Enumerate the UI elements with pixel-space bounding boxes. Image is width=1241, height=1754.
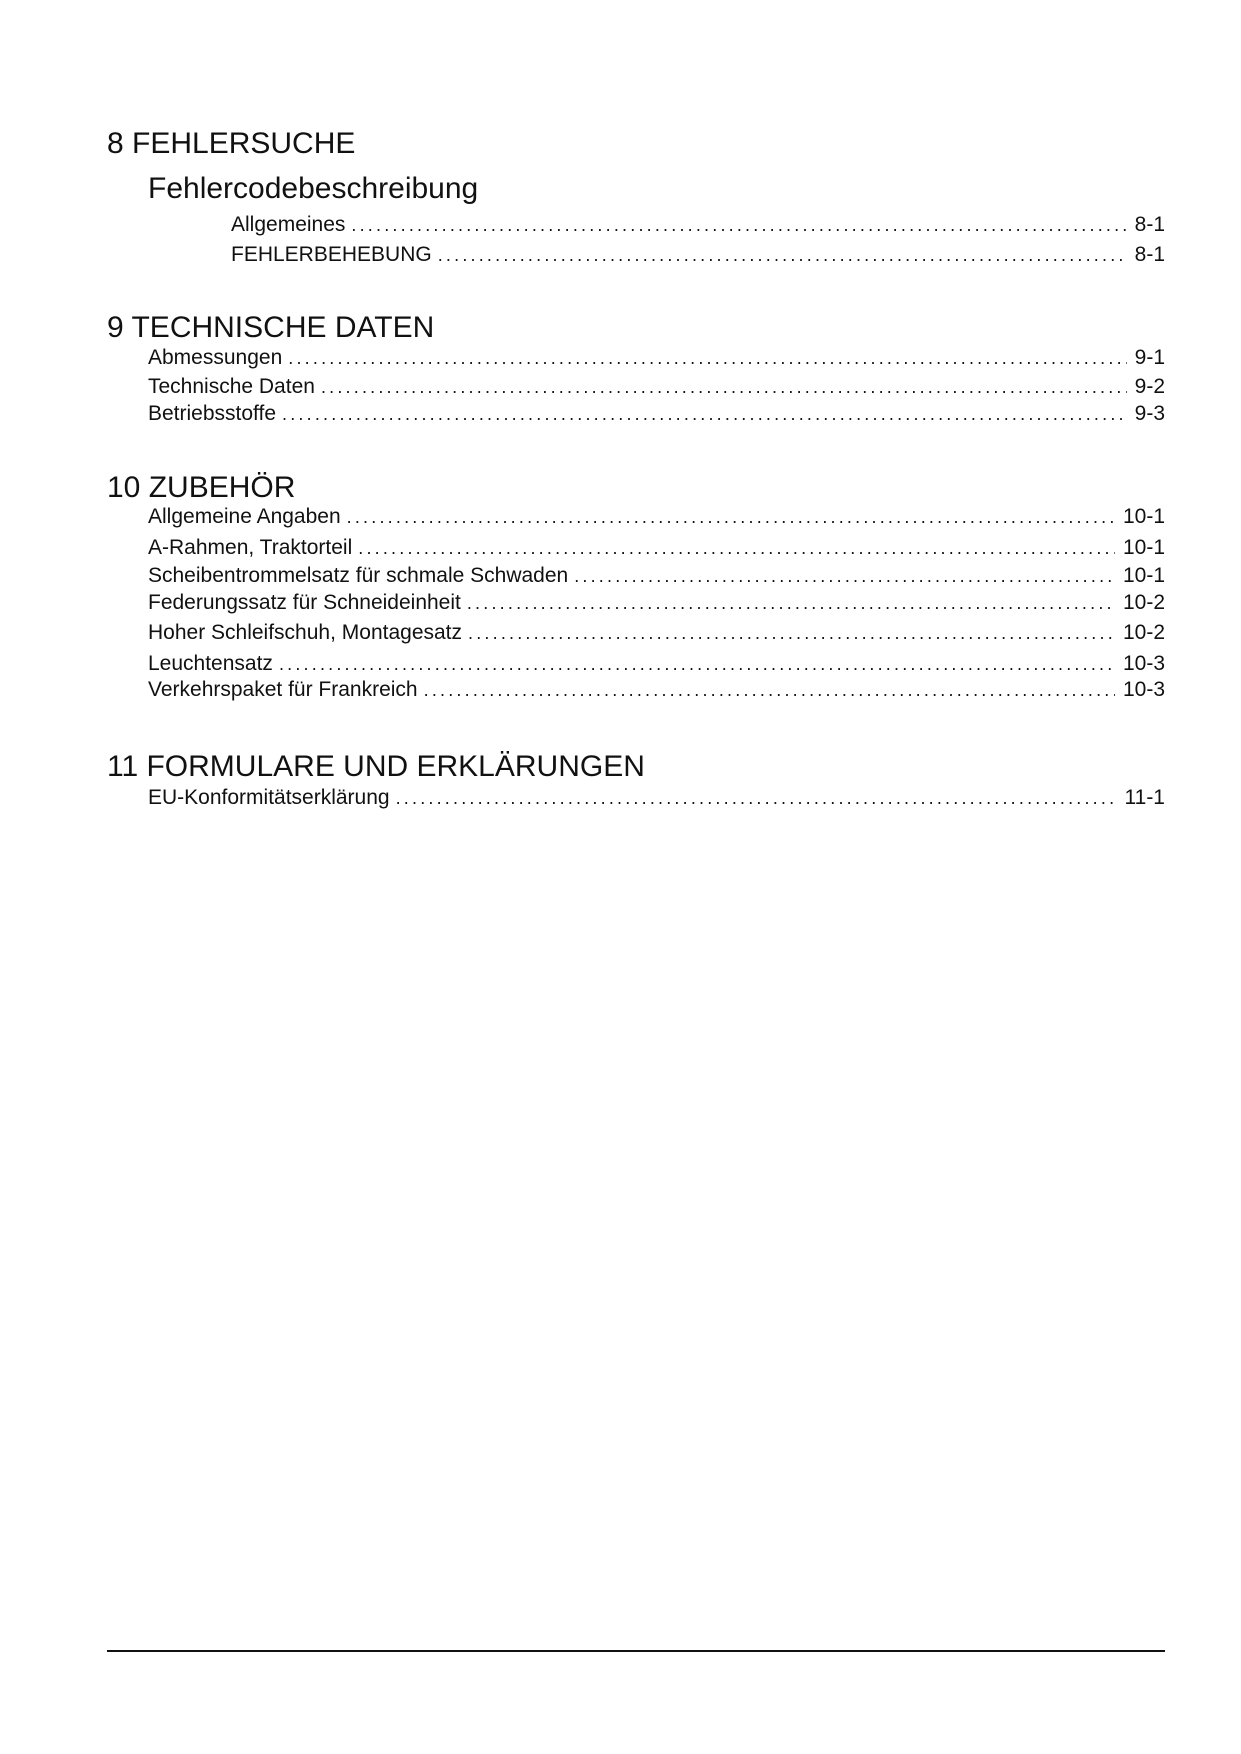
- toc-entry-page: 10-2: [1122, 621, 1165, 644]
- chapter-title-9: 9 TECHNISCHE DATEN: [107, 311, 435, 344]
- dot-leader: [396, 785, 1117, 811]
- toc-entry-label: Betriebsstoffe: [148, 402, 277, 425]
- toc-entry-label: Abmessungen: [148, 346, 283, 369]
- toc-entry-page: 10-1: [1122, 536, 1165, 559]
- section-title-fehlercodebeschreibung: Fehlercodebeschreibung: [148, 172, 479, 205]
- footer-rule: [107, 1650, 1165, 1652]
- toc-entry-page: 9-1: [1134, 346, 1165, 369]
- toc-entry-page: 10-2: [1122, 591, 1165, 614]
- chapter-title-11: 11 FORMULARE UND ERKLÄRUNGEN: [107, 750, 645, 783]
- dot-leader: [279, 651, 1115, 677]
- toc-entry-page: 10-1: [1122, 564, 1165, 587]
- toc-entry-label: Verkehrspaket für Frankreich: [148, 678, 418, 701]
- dot-leader: [321, 374, 1127, 400]
- dot-leader: [467, 590, 1115, 616]
- toc-entry-label: Scheibentrommelsatz für schmale Schwaden: [148, 564, 569, 587]
- dot-leader: [424, 677, 1115, 703]
- toc-entry-abmessungen[interactable]: [148, 345, 1165, 371]
- toc-entry-hoher-schleifschuh[interactable]: [148, 620, 1165, 646]
- toc-entry-page: 8-1: [1134, 213, 1165, 236]
- toc-entry-label: EU-Konformitätserklärung: [148, 786, 390, 809]
- toc-entry-label: A-Rahmen, Traktorteil: [148, 536, 353, 559]
- dot-leader: [347, 504, 1115, 530]
- toc-entry-page: 10-3: [1122, 652, 1165, 675]
- toc-entry-allgemeines[interactable]: [231, 212, 1165, 238]
- toc-entry-label: FEHLERBEHEBUNG: [231, 243, 432, 266]
- toc-entry-page: 10-3: [1122, 678, 1165, 701]
- toc-entry-label: Technische Daten: [148, 375, 315, 398]
- dot-leader: [288, 345, 1126, 371]
- toc-entry-label: Leuchtensatz: [148, 652, 273, 675]
- toc-entry-allgemeine-angaben[interactable]: [148, 504, 1165, 530]
- dot-leader: [358, 535, 1115, 561]
- toc-entry-fehlerbehebung[interactable]: [231, 242, 1165, 268]
- toc-entry-page: 8-1: [1134, 243, 1165, 266]
- toc-entry-label: Federungssatz für Schneideinheit: [148, 591, 461, 614]
- dot-leader: [468, 620, 1115, 646]
- toc-entry-leuchtensatz[interactable]: [148, 651, 1165, 677]
- toc-entry-label: Allgemeines: [231, 213, 346, 236]
- dot-leader: [282, 401, 1127, 427]
- toc-entry-page: 10-1: [1122, 505, 1165, 528]
- toc-entry-betriebsstoffe[interactable]: [148, 401, 1165, 427]
- toc-entry-eu-konformitaetserklaerung[interactable]: [148, 785, 1165, 811]
- toc-entry-federungssatz[interactable]: [148, 590, 1165, 616]
- chapter-title-8: 8 FEHLERSUCHE: [107, 127, 356, 160]
- toc-entry-page: 11-1: [1124, 786, 1165, 809]
- dot-leader: [574, 563, 1115, 589]
- toc-entry-scheibentrommelsatz[interactable]: [148, 563, 1165, 589]
- dot-leader: [351, 212, 1126, 238]
- dot-leader: [438, 242, 1127, 268]
- toc-entry-page: 9-3: [1134, 402, 1165, 425]
- toc-entry-technische-daten[interactable]: [148, 374, 1165, 400]
- toc-entry-verkehrspaket[interactable]: [148, 677, 1165, 703]
- toc-entry-label: Hoher Schleifschuh, Montagesatz: [148, 621, 463, 644]
- toc-entry-label: Allgemeine Angaben: [148, 505, 341, 528]
- chapter-title-10: 10 ZUBEHÖR: [107, 471, 296, 504]
- toc-entry-page: 9-2: [1134, 375, 1165, 398]
- toc-entry-a-rahmen[interactable]: [148, 535, 1165, 561]
